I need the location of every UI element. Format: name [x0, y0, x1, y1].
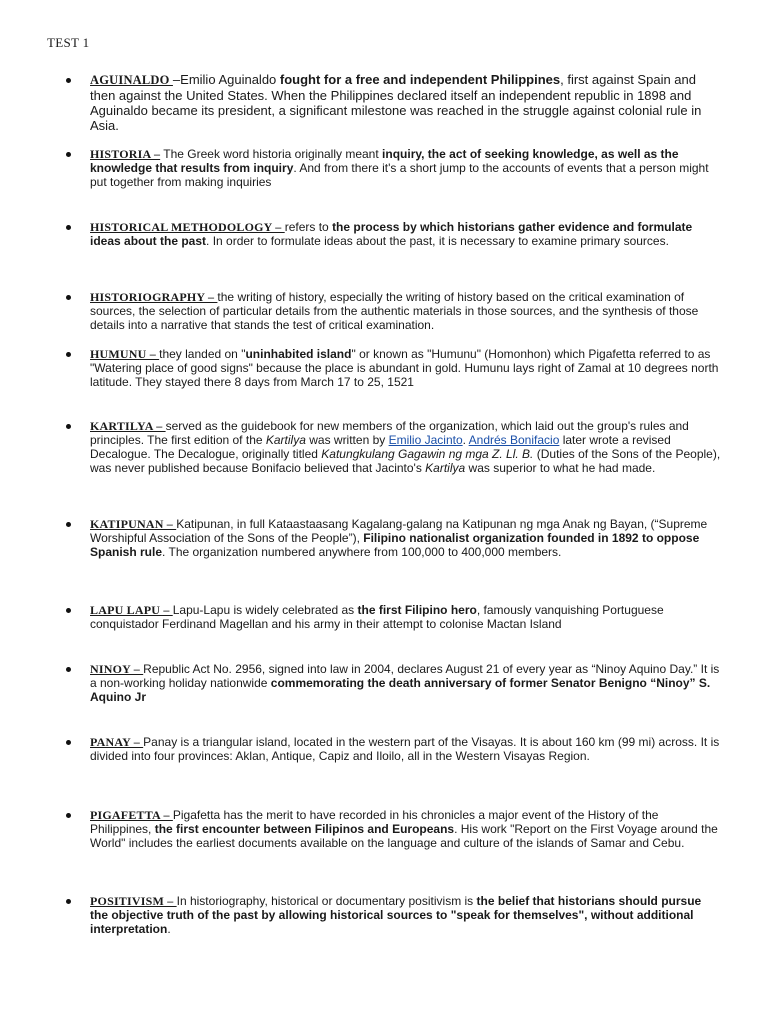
- entry-text: [90, 147, 722, 189]
- text-run: Katipunan, in full Kataastaasang Kagalang-galang na Katipunan ng mga Anak ng Bayan, (“Supreme Worshipful Association of the Sons of the People”),: [90, 517, 708, 545]
- term-kartilya: KARTILYA –: [90, 419, 166, 433]
- list-item-aguinaldo: [66, 72, 722, 133]
- text-run: Pigafetta has the merit to have recorded in his chronicles a major event of the History of the Philippines,: [90, 808, 659, 836]
- text-run: refers to: [284, 220, 333, 234]
- bullet: [66, 78, 71, 83]
- entry-text: [90, 662, 722, 704]
- entry-text: [90, 220, 722, 248]
- entry-text: [90, 290, 722, 332]
- bullet: [66, 225, 71, 230]
- text-run: Lapu-Lapu is widely celebrated as: [172, 603, 358, 617]
- bold-run: the process by which historians gather evidence and formulate ideas about the past: [90, 220, 693, 248]
- andres-bonifacio-link[interactable]: Andrés Bonifacio: [468, 433, 560, 447]
- document-title: TEST 1: [47, 35, 90, 50]
- text-run: , first against Spain and then against the United States. When the Philippines declared itself an independent republic in 1898 and Aguinaldo became its president, a significant milestone was reached in the struggle against colonial rule in Asia.: [90, 72, 702, 133]
- entry-text: [90, 72, 722, 133]
- entry-text: [90, 517, 722, 559]
- list-item-kartilya: [66, 419, 722, 475]
- text-run: (Duties of the Sons of the People), was never published because Bonifacio believed that Jacinto's: [90, 447, 721, 475]
- text-run: . And from there it's a short jump to the accounts of events that a person might put together from making inquiries: [90, 161, 709, 189]
- bullet: [66, 667, 71, 672]
- list-item-lapu-lapu: [66, 603, 722, 631]
- bold-run: the first encounter between Filipinos and Europeans: [154, 822, 455, 836]
- list-item-historical-methodology: [66, 220, 722, 248]
- entry-text: [90, 347, 722, 389]
- text-run: In historiography, historical or documentary positivism is: [176, 894, 477, 908]
- list-item-humunu: [66, 347, 722, 389]
- bullet: [66, 352, 71, 357]
- text-run: , famously vanquishing Portuguese conquistador Ferdinand Magellan and his army in their attempt to colonise Mactan Island: [90, 603, 664, 631]
- bullet: [66, 295, 71, 300]
- term-positivism: POSITIVISM –: [90, 894, 177, 908]
- text-run: . His work "Report on the First Voyage around the World" includes the earliest documents available on the language and culture of the islands of Samar and Cebu.: [90, 822, 718, 850]
- text-run: was written by: [305, 433, 389, 447]
- italic-run: Kartilya: [265, 433, 306, 447]
- text-run: the writing of history, especially the writing of history based on the critical examination of sources, the selection of particular details from the authentic materials in those sources, and the synthesis of those details into a narrative that stands the test of critical examination.: [90, 290, 699, 332]
- term-historical-methodology: HISTORICAL METHODOLOGY –: [90, 220, 285, 234]
- text-run: Emilio Aguinaldo: [180, 72, 280, 87]
- bullet: [66, 424, 71, 429]
- bullet: [66, 608, 71, 613]
- dash: –: [172, 72, 181, 87]
- bold-run: uninhabited island: [245, 347, 352, 361]
- italic-run: Kartilya: [425, 461, 466, 475]
- italic-run: Katungkulang Gagawin ng mga Z. Ll. B.: [321, 447, 534, 461]
- text-run: they landed on ": [159, 347, 246, 361]
- bold-run: the belief that historians should pursue the objective truth of the past by allowing historical sources to "speak for themselves", without additional interpretation: [90, 894, 702, 936]
- bold-run: fought for a free and independent Philippines: [279, 72, 561, 87]
- text-run: .: [462, 433, 469, 447]
- text-run: Panay is a triangular island, located in the western part of the Visayas. It is about 160 km (99 mi) across. It is divided into four provinces: Aklan, Antique, Capiz and Iloilo, all in the Western Visayas Region.: [90, 735, 720, 763]
- term-lapu-lapu: LAPU LAPU –: [90, 603, 173, 617]
- term-aguinaldo: AGUINALDO: [90, 73, 173, 87]
- term-pigafetta: PIGAFETTA –: [90, 808, 173, 822]
- text-run: .: [167, 922, 171, 936]
- bullet: [66, 899, 71, 904]
- entry-text: [90, 808, 722, 850]
- list-item-ninoy: [66, 662, 722, 704]
- entry-text: [90, 603, 722, 631]
- list-item-positivism: [66, 894, 722, 936]
- term-historia: HISTORIA –: [90, 147, 161, 161]
- text-run: was superior to what he had made.: [465, 461, 656, 475]
- list-item-panay: [66, 735, 722, 763]
- term-historiography: HISTORIOGRAPHY –: [90, 290, 218, 304]
- emilio-jacinto-link[interactable]: Emilio Jacinto: [388, 433, 463, 447]
- text-run: Republic Act No. 2956, signed into law in 2004, declares August 21 of every year as “Ninoy Aquino Day.” It is a non-working holiday nationwide: [90, 662, 720, 690]
- term-ninoy: NINOY –: [90, 662, 144, 676]
- bullet: [66, 740, 71, 745]
- entry-text: [90, 419, 722, 475]
- bullet: [66, 522, 71, 527]
- bold-run: the first Filipino hero: [357, 603, 477, 617]
- term-humunu: HUMUNU –: [90, 347, 160, 361]
- list-item-historiography: [66, 290, 722, 332]
- bullet: [66, 813, 71, 818]
- list-item-historia: [66, 147, 722, 189]
- text-run: later wrote a revised Decalogue. The Decalogue, originally titled: [90, 433, 671, 461]
- term-katipunan: KATIPUNAN –: [90, 517, 177, 531]
- bold-run: Filipino nationalist organization founded in 1892 to oppose Spanish rule: [90, 531, 700, 559]
- term-panay: PANAY –: [90, 735, 144, 749]
- text-run: . In order to formulate ideas about the past, it is necessary to examine primary sources.: [206, 234, 669, 248]
- entry-text: [90, 894, 722, 936]
- bold-run: commemorating the death anniversary of former Senator Benigno “Ninoy” S. Aquino Jr: [90, 676, 711, 704]
- bold-run: inquiry, the act of seeking knowledge, as well as the knowledge that results from inquiry: [90, 147, 679, 175]
- text-run: The Greek word historia originally meant: [160, 147, 383, 161]
- text-run: served as the guidebook for new members of the organization, which laid out the group's rules and principles. The first edition of the: [90, 419, 689, 447]
- entry-text: [90, 735, 722, 763]
- list-item-pigafetta: [66, 808, 722, 850]
- text-run: . The organization numbered anywhere from 100,000 to 400,000 members.: [162, 545, 562, 559]
- list-item-katipunan: [66, 517, 722, 559]
- text-run: " or known as "Humunu" (Homonhon) which Pigafetta referred to as "Watering place of good signs" because the place is abundant in gold. Humunu lays right of Zamal at 10 degrees north latitude. They stayed there 8 days from March 17 to 25, 1521: [90, 347, 719, 389]
- bullet: [66, 152, 71, 157]
